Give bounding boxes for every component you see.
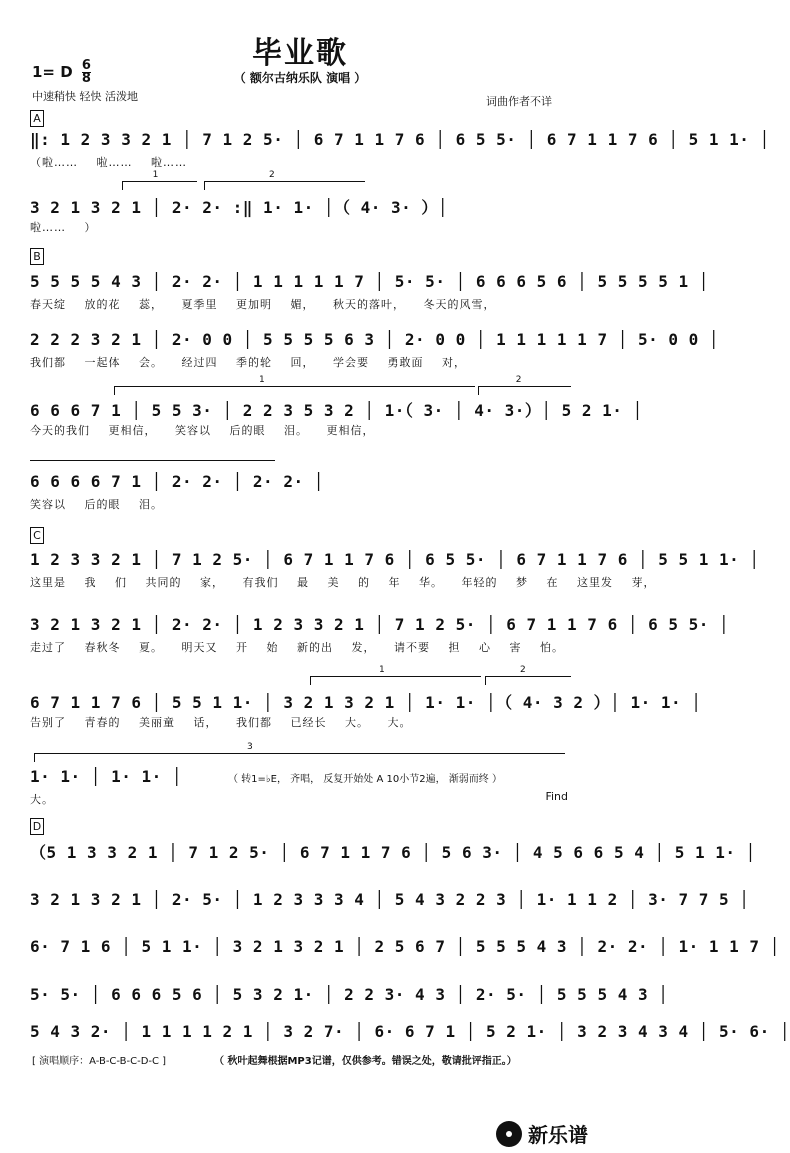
volta-bracket-2: 2 [478,386,571,395]
notes-line: 6 6 6 6 7 1 │ 2· 2· │ 2· 2· │ [30,472,324,491]
lyric-line: 今天的我们 更相信， 笑容以 后的眼 泪。 更相信， [30,424,375,437]
notes-line: 6· 7 1 6 │ 5 1 1· │ 3 2 1 3 2 1 │ 2 5 6 7 │ 5 5 5 4 3 │ 2· 2· │ 1· 1 1 7 │ [30,937,780,956]
volta-bracket-2: 2 [485,676,571,685]
lyric-line: 告别了 青春的 美丽童 话， 我们都 已经长 大。 大。 [30,716,412,729]
site-logo[interactable] [496,1119,588,1148]
find-label: Find [545,790,568,803]
performance-note: （ 转1=♭E， 齐唱， 反复开始处 A 10小节2遍， 渐弱而终 ） [228,774,502,785]
transcriber-credit: （ 秋叶起舞根据MP3记谱，仅供参考。错误之处，敬请批评指正。） [214,1056,517,1067]
volta-bracket-1: 1 [114,386,475,395]
time-numerator: 6 [81,58,91,73]
volta-bracket-1: 1 [122,181,197,190]
notes-line: 6 7 1 1 7 6 │ 5 5 1 1· │ 3 2 1 3 2 1 │ 1· 1· │（ 4· 3 2 ）│ 1· 1· │ [30,693,702,712]
lyric-line: 走过了 春秋冬 夏。 明天又 开 始 新的出 发， 请不要 担 心 害 怕。 [30,641,564,654]
singing-order: [ 演唱顺序：A-B-C-B-C-D-C ] [32,1056,167,1067]
notes-line: 1 2 3 3 2 1 │ 7 1 2 5· │ 6 7 1 1 7 6 │ 6 5 5· │ 6 7 1 1 7 6 │ 5 5 1 1· │ [30,550,760,569]
key-label: 1= D [32,63,73,81]
author-credit: 词曲作者不详 [486,95,552,108]
section-marker-a: A [30,110,44,127]
lyric-line: （啦…… 啦…… 啦…… [30,156,187,169]
lyric-line: 大。 [30,793,54,806]
notes-line: 6 6 6 7 1 │ 5 5 3· │ 2 2 3 5 3 2 │ 1·（ 3· │ 4· 3·）│ 5 2 1· │ [30,401,643,420]
logo-text: 新乐谱 [528,1123,588,1147]
notes-line: ‖: 1 2 3 3 2 1 │ 7 1 2 5· │ 6 7 1 1 7 6 │ 6 5 5· │ 6 7 1 1 7 6 │ 5 1 1· │ [30,130,770,149]
lyric-line: 啦…… ） [30,221,97,234]
notes-line: 1· 1· │ 1· 1· │ [30,767,182,786]
lyric-line: 我们都 一起体 会。 经过四 季的轮 回， 学会要 勇敢面 对， [30,356,466,369]
notes-line: 3 2 1 3 2 1 │ 2· 2· :‖ 1· 1· │（ 4· 3· ）│ [30,198,449,217]
notes-line: 5· 5· │ 6 6 6 5 6 │ 5 3 2 1· │ 2 2 3· 4 3 │ 2· 5· │ 5 5 5 4 3 │ [30,985,669,1004]
tempo-marking: 中速稍快 轻快 活泼地 [32,90,138,103]
section-marker-c: C [30,527,44,544]
song-title: 毕业歌 [252,36,348,71]
record-disc-icon [496,1121,522,1147]
notes-line: 5 5 5 5 4 3 │ 2· 2· │ 1 1 1 1 1 7 │ 5· 5· │ 6 6 6 5 6 │ 5 5 5 5 1 │ [30,272,709,291]
lyric-line: 这里是 我 们 共同的 家， 有我们 最 美 的 年 华。 年轻的 梦 在 这里发 芽， [30,576,656,589]
section-marker-b: B [30,248,44,265]
performer: （ 额尔古纳乐队 演唱 ） [233,71,367,85]
section-marker-d: D [30,818,44,835]
lyric-line: 春天绽 放的花 蕊， 夏季里 更加明 媚， 秋天的落叶， 冬天的风雪， [30,298,496,311]
volta-bracket-2: 2 [204,181,365,190]
volta-bracket-3: 3 [34,753,565,762]
volta-bracket [30,460,275,469]
notes-line: （5 1 3 3 2 1 │ 7 1 2 5· │ 6 7 1 1 7 6 │ 5 6 3· │ 4 5 6 6 5 4 │ 5 1 1· │ [30,843,756,862]
lyric-line: 笑容以 后的眼 泪。 [30,498,163,511]
notes-line: 2 2 2 3 2 1 │ 2· 0 0 │ 5 5 5 5 6 3 │ 2· 0 0 │ 1 1 1 1 1 7 │ 5· 0 0 │ [30,330,720,349]
notes-line: 3 2 1 3 2 1 │ 2· 5· │ 1 2 3 3 3 4 │ 5 4 3 2 2 3 │ 1· 1 1 2 │ 3· 7 7 5 │ [30,890,750,909]
notes-line: 5 4 3 2· │ 1 1 1 1 2 1 │ 3 2 7· │ 6· 6 7 1 │ 5 2 1· │ 3 2 3 4 3 4 │ 5· 6· │ [30,1022,790,1041]
time-denominator: 8 [81,71,91,86]
notes-line: 3 2 1 3 2 1 │ 2· 2· │ 1 2 3 3 2 1 │ 7 1 2 5· │ 6 7 1 1 7 6 │ 6 5 5· │ [30,615,730,634]
volta-bracket-1: 1 [310,676,481,685]
